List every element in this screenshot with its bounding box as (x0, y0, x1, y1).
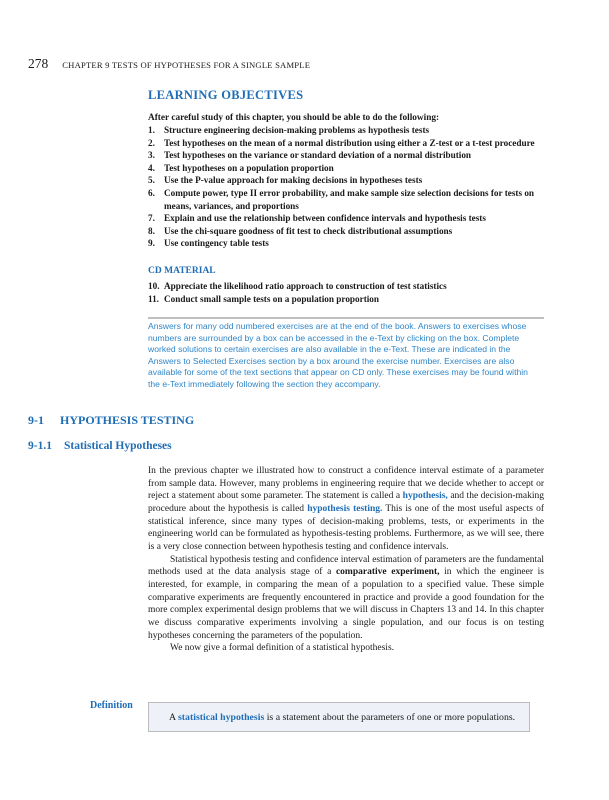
objective-number: 1. (148, 125, 155, 135)
objective-number: 7. (148, 213, 155, 224)
objective-item (148, 124, 548, 137)
objective-text: Structure engineering decision-making problems as hypothesis tests (164, 125, 430, 135)
running-head (28, 56, 310, 72)
cd-material-item (148, 293, 548, 306)
objective-item (148, 187, 548, 212)
paragraph (148, 465, 544, 554)
cd-material-list (148, 280, 548, 305)
objective-number: 10. (148, 281, 160, 291)
objective-text: Explain and use the relationship between confidence intervals and hypothesis tests (164, 213, 486, 224)
objective-item (148, 149, 548, 162)
body-text (148, 465, 544, 655)
running-title: CHAPTER 9 TESTS OF HYPOTHESES FOR A SINGLE SAMPLE (62, 60, 311, 70)
subsection-number: 9-1.1 (28, 440, 52, 452)
objectives-list (148, 124, 548, 250)
divider (148, 317, 544, 319)
objective-item (148, 174, 548, 187)
objective-item (148, 162, 548, 175)
subsection-title: Statistical Hypotheses (63, 440, 172, 452)
text-run: A (169, 711, 178, 723)
objective-item (148, 137, 548, 150)
bold-term: comparative experiment, (335, 567, 440, 578)
keyword-hypothesis-testing: hypothesis testing. (307, 503, 383, 514)
objective-text: Use the chi-square goodness of fit test to check distributional assumptions (164, 225, 453, 236)
exercise-note: Answers for many odd numbered exercises are at the end of the book. Answers to exercises whose numbers are surrounded by a box can be accessed in the e-Text by clicking on the box. Complete worked solutions to certain exercises are also available in the e-Text. These are indicated in the Answers to Selected Exercises section by a box around the exercise number. Exercises are also available for some of the text sections that appear on CD only. These exercises may be found within the e-Text immediately following the section they accompany. (148, 321, 528, 389)
objective-text: Test hypotheses on a population proportion (164, 162, 334, 173)
objective-number: 9. (148, 238, 155, 249)
objective-number: 5. (148, 175, 155, 186)
text-run: in which the engineer is interested, for example, in comparing the mean of a population to a specified value. These simple comparative experiments are frequently encountered in practice and provide a good foundation for the more complex experimental design problems that we will discuss in Chapters 13 and 14. In this chapter we discuss comparative experiments involving a single population, and our focus is on testing hypotheses concerning the parameters of the population. (148, 567, 544, 641)
learning-objectives-title: LEARNING OBJECTIVES (148, 88, 304, 102)
text-run: In the previous chapter we illustrated how to construct a confidence interval estimate of a parameter from sample data. However, many problems in engineering require that we decide whether to accept or reject a statement about some parameter. The statement is called a (148, 466, 544, 502)
learning-objectives-intro: After careful study of this chapter, you should be able to do the following: (148, 113, 440, 123)
definition-box (148, 702, 530, 732)
objective-text: Compute power, type II error probability, and make sample size selection decisions for tests on means, variances, and proportions (164, 187, 535, 211)
cd-material-item (148, 280, 548, 293)
subsection-heading (28, 440, 172, 452)
objective-text: Test hypotheses on the mean of a normal distribution using either a Z-test or a t-test procedure (164, 137, 535, 148)
text-run: is a statement about the parameters of one or more populations. (264, 711, 516, 723)
text-run: Statistical hypothesis testing and confidence interval estimation of parameters are the fundamental methods used at the data analysis stage of a (148, 554, 544, 578)
objective-text: Appreciate the likelihood ratio approach to construction of test statistics (164, 281, 447, 291)
objective-number: 11. (148, 293, 159, 304)
page-number: 278 (28, 56, 49, 71)
cd-material-title: CD MATERIAL (148, 266, 216, 276)
objective-number: 3. (148, 150, 155, 161)
objective-number: 8. (148, 225, 155, 236)
definition-text (149, 712, 515, 723)
keyword-hypothesis: hypothesis, (402, 491, 448, 502)
section-number: 9-1 (28, 413, 44, 427)
objective-item (148, 225, 548, 238)
objective-item (148, 212, 548, 225)
paragraph (148, 554, 544, 643)
section-title: HYPOTHESIS TESTING (60, 413, 195, 427)
section-heading (28, 413, 194, 428)
objective-number: 4. (148, 162, 155, 173)
text-run: This is one of the most useful aspects of statistical inference, since many types of decision-making problems, tests, or experiments in the engineering world can be formulated as hypothesis-testing problems. Furthermore, as we will see, there is a very close connection between hypothesis testing and confidence intervals. (148, 503, 544, 552)
objective-number: 6. (148, 187, 155, 198)
objective-text: Test hypotheses on the variance or standard deviation of a normal distribution (164, 150, 472, 161)
paragraph: We now give a formal definition of a statistical hypothesis. (170, 643, 395, 654)
objective-text: Conduct small sample tests on a population proportion (164, 293, 380, 304)
text-run: and the decision-making procedure about the hypothesis is called (148, 491, 544, 514)
definition-label: Definition (90, 700, 133, 711)
objective-text: Use the P-value approach for making decisions in hypotheses tests (164, 175, 423, 186)
definition-term: statistical hypothesis (177, 711, 265, 723)
objective-item (148, 237, 548, 250)
objective-text: Use contingency table tests (164, 238, 269, 249)
objective-number: 2. (148, 137, 155, 148)
